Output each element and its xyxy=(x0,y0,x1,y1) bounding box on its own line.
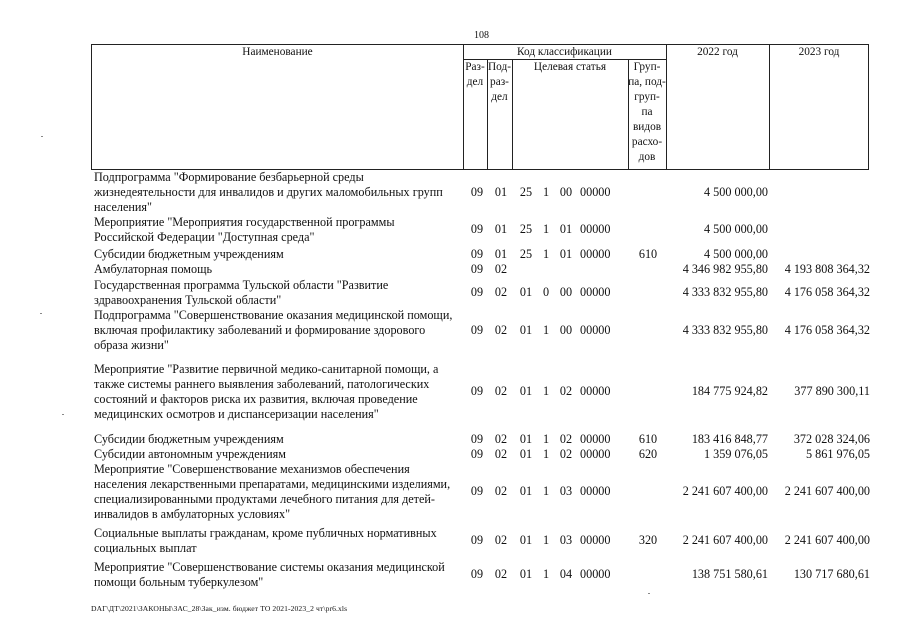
header-subsection xyxy=(487,60,512,105)
cell-cs1: 25 xyxy=(519,184,533,199)
cell-cs3: 00 xyxy=(559,322,573,337)
row-name-line: Подпрограмма "Формирование безбарьерной среды xyxy=(94,170,364,184)
header-section xyxy=(463,60,487,90)
cell-cs4: 00000 xyxy=(580,322,611,337)
row-name xyxy=(94,432,464,447)
row-name-line: Мероприятие "Мероприятия государственной программы xyxy=(94,215,395,229)
cell-podrazdel: 01 xyxy=(494,222,508,236)
row-name-line: населения" xyxy=(94,200,153,214)
amount-y2023: 372 028 324,06 xyxy=(793,431,870,446)
cell-razdel: 09 xyxy=(470,222,484,236)
page-number: 108 xyxy=(474,30,489,41)
cell-cs4: 00000 xyxy=(580,246,611,261)
header-expense-group-line: Груп- xyxy=(633,61,661,73)
cell-podrazdel: 01 xyxy=(494,184,508,199)
scan-speck xyxy=(62,414,64,415)
amount-y2023: 2 241 607 400,00 xyxy=(784,484,870,498)
row-name xyxy=(94,247,464,262)
row-name-line: Мероприятие "Совершенствование механизмов обеспечения xyxy=(94,462,410,476)
cell-cs2: 1 xyxy=(542,246,550,261)
row-name-line: социальных выплат xyxy=(94,541,197,555)
cell-cs3: 03 xyxy=(559,533,573,547)
amount-y2022: 4 346 982 955,80 xyxy=(682,261,768,276)
cell-cs4: 00000 xyxy=(580,384,611,398)
cell-cs2: 1 xyxy=(542,322,550,337)
amount-y2023: 2 241 607 400,00 xyxy=(784,533,870,547)
row-name-line: здравоохранения Тульской области" xyxy=(94,293,282,307)
header-expense-group-line: расхо- xyxy=(631,136,663,148)
row-name-line: жизнедеятельности для инвалидов и других маломобильных групп xyxy=(94,185,443,199)
cell-razdel: 09 xyxy=(470,567,484,581)
row-name-line: Амбулаторная помощь xyxy=(94,262,213,276)
cell-razdel: 09 xyxy=(470,246,484,261)
cell-podrazdel: 01 xyxy=(494,246,508,261)
cell-cs2: 1 xyxy=(542,446,550,461)
cell-cs3: 02 xyxy=(559,384,573,398)
cell-cs4: 00000 xyxy=(580,222,611,236)
header-expense-group-line: па, под- xyxy=(628,76,666,88)
cell-razdel: 09 xyxy=(470,446,484,461)
header-classification-code: Код классификации xyxy=(517,46,612,58)
row-name-line: состояний и факторов риска их развития, включая проведение xyxy=(94,392,418,406)
amount-y2023: 377 890 300,11 xyxy=(794,384,870,398)
cell-cs4: 00000 xyxy=(580,484,611,498)
amount-y2022: 1 359 076,05 xyxy=(704,446,768,461)
row-name-line: Субсидии автономным учреждениям xyxy=(94,447,286,461)
row-name-line: образа жизни" xyxy=(94,338,169,352)
scan-speck xyxy=(648,593,650,594)
header-name: Наименование xyxy=(242,46,313,58)
cell-podrazdel: 02 xyxy=(494,431,508,446)
header-expense-group-line: па xyxy=(641,106,653,118)
row-name xyxy=(94,278,464,308)
cell-podrazdel: 02 xyxy=(494,446,508,461)
header-expense-group-line: груп- xyxy=(634,91,660,103)
cell-cs2: 1 xyxy=(542,533,550,547)
cell-cs2: 1 xyxy=(542,484,550,498)
row-name-line: Социальные выплаты гражданам, кроме публичных нормативных xyxy=(94,526,437,540)
header-expense-group-line: дов xyxy=(638,151,656,163)
amount-y2022: 183 416 848,77 xyxy=(691,431,768,446)
row-name-line: специализированными продуктами лечебного питания для детей- xyxy=(94,492,435,506)
row-name-line: медицинских осмотров и диспансеризации населения" xyxy=(94,407,379,421)
row-name-line: инвалидов в амбулаторных условиях" xyxy=(94,507,291,521)
header-target-article: Целевая статья xyxy=(533,61,607,73)
cell-cs4: 00000 xyxy=(580,567,611,581)
cell-cs1: 01 xyxy=(519,533,533,547)
cell-cs4: 00000 xyxy=(580,446,611,461)
row-name-line: Мероприятие "Развитие первичной медико-санитарной помощи, а xyxy=(94,362,439,376)
cell-podrazdel: 02 xyxy=(494,484,508,498)
cell-razdel: 09 xyxy=(470,484,484,498)
row-name xyxy=(94,462,464,522)
header-2023: 2023 год xyxy=(798,46,840,58)
row-name-line: Российской Федерации "Доступная среда" xyxy=(94,230,315,244)
header-section-line: Раз- xyxy=(465,61,485,73)
header-expense-group-line: видов xyxy=(632,121,662,133)
scan-speck xyxy=(41,136,43,137)
header-subsection-line: раз- xyxy=(490,76,509,88)
cell-vr: 610 xyxy=(638,246,658,261)
row-name-line: Подпрограмма "Совершенствование оказания медицинской помощи, xyxy=(94,308,453,322)
cell-cs1: 01 xyxy=(519,431,533,446)
row-name-line: Мероприятие "Совершенствование системы оказания медицинской xyxy=(94,560,445,574)
cell-cs1: 01 xyxy=(519,285,533,299)
amount-y2022: 184 775 924,82 xyxy=(691,384,768,398)
row-name xyxy=(94,447,464,462)
cell-cs3: 03 xyxy=(559,484,573,498)
cell-cs3: 01 xyxy=(559,246,573,261)
cell-cs3: 01 xyxy=(559,222,573,236)
cell-podrazdel: 02 xyxy=(494,533,508,547)
cell-razdel: 09 xyxy=(470,261,484,276)
column-divider xyxy=(512,59,513,169)
row-name-line: также системы раннего выявления заболеваний, патологических xyxy=(94,377,430,391)
column-divider xyxy=(666,45,667,169)
amount-y2023: 4 176 058 364,32 xyxy=(784,322,870,337)
cell-razdel: 09 xyxy=(470,384,484,398)
cell-cs4: 00000 xyxy=(580,533,611,547)
cell-cs3: 04 xyxy=(559,567,573,581)
header-subsection-line: Под- xyxy=(488,61,511,73)
amount-y2023: 4 176 058 364,32 xyxy=(784,285,870,299)
amount-y2022: 4 333 832 955,80 xyxy=(682,285,768,299)
file-path-footer: DAГ\ДТ\2021\ЗАКОНЫ\ЗАС_28\Зак_изм. бюджет ТО 2021-2023_2 чт\pr6.xls xyxy=(91,604,348,613)
table-header xyxy=(91,44,869,170)
row-name xyxy=(94,262,464,277)
cell-cs2: 1 xyxy=(542,431,550,446)
cell-vr: 320 xyxy=(638,533,658,547)
cell-cs1: 25 xyxy=(519,222,533,236)
cell-cs3: 00 xyxy=(559,285,573,299)
row-name xyxy=(94,170,464,215)
cell-cs3: 02 xyxy=(559,431,573,446)
cell-cs1: 01 xyxy=(519,322,533,337)
row-name-line: помощи больным туберкулезом" xyxy=(94,575,264,589)
cell-podrazdel: 02 xyxy=(494,285,508,299)
cell-razdel: 09 xyxy=(470,184,484,199)
amount-y2022: 2 241 607 400,00 xyxy=(682,484,768,498)
cell-cs3: 02 xyxy=(559,446,573,461)
cell-razdel: 09 xyxy=(470,533,484,547)
row-name-line: включая профилактику заболеваний и формирование здорового xyxy=(94,323,426,337)
row-name-line: Государственная программа Тульской области "Развитие xyxy=(94,278,389,292)
cell-vr: 620 xyxy=(638,446,658,461)
cell-cs1: 01 xyxy=(519,446,533,461)
row-name xyxy=(94,215,464,245)
row-name-line: Субсидии бюджетным учреждениям xyxy=(94,432,284,446)
amount-y2023: 5 861 976,05 xyxy=(806,446,870,461)
header-expense-group xyxy=(628,60,666,165)
cell-razdel: 09 xyxy=(470,285,484,299)
cell-cs4: 00000 xyxy=(580,285,611,299)
amount-y2023: 130 717 680,61 xyxy=(793,567,870,581)
row-name xyxy=(94,526,464,556)
cell-podrazdel: 02 xyxy=(494,567,508,581)
row-name-line: населения лекарственными препаратами, медицинскими изделиями, xyxy=(94,477,451,491)
cell-podrazdel: 02 xyxy=(494,261,508,276)
amount-y2022: 4 500 000,00 xyxy=(704,184,768,199)
row-name xyxy=(94,362,464,422)
amount-y2022: 4 500 000,00 xyxy=(704,222,768,236)
cell-podrazdel: 02 xyxy=(494,384,508,398)
cell-cs2: 1 xyxy=(542,222,550,236)
cell-cs2: 0 xyxy=(542,285,550,299)
amount-y2022: 2 241 607 400,00 xyxy=(682,533,768,547)
cell-cs1: 01 xyxy=(519,484,533,498)
amount-y2022: 4 333 832 955,80 xyxy=(682,322,768,337)
cell-podrazdel: 02 xyxy=(494,322,508,337)
cell-cs3: 00 xyxy=(559,184,573,199)
cell-cs1: 01 xyxy=(519,384,533,398)
header-2022: 2022 год xyxy=(697,46,738,58)
cell-cs2: 1 xyxy=(542,567,550,581)
cell-cs4: 00000 xyxy=(580,184,611,199)
amount-y2022: 138 751 580,61 xyxy=(691,567,768,581)
cell-razdel: 09 xyxy=(470,431,484,446)
amount-y2023: 4 193 808 364,32 xyxy=(784,261,870,276)
header-section-line: дел xyxy=(466,76,484,88)
cell-razdel: 09 xyxy=(470,322,484,337)
cell-cs2: 1 xyxy=(542,384,550,398)
scan-speck xyxy=(40,313,42,314)
column-divider xyxy=(769,45,770,169)
header-subsection-line: дел xyxy=(491,91,508,103)
cell-vr: 610 xyxy=(638,431,658,446)
amount-y2022: 4 500 000,00 xyxy=(704,246,768,261)
cell-cs4: 00000 xyxy=(580,431,611,446)
row-name xyxy=(94,560,464,590)
row-name-line: Субсидии бюджетным учреждениям xyxy=(94,247,284,261)
cell-cs2: 1 xyxy=(542,184,550,199)
row-name xyxy=(94,308,464,353)
cell-cs1: 01 xyxy=(519,567,533,581)
cell-cs1: 25 xyxy=(519,246,533,261)
